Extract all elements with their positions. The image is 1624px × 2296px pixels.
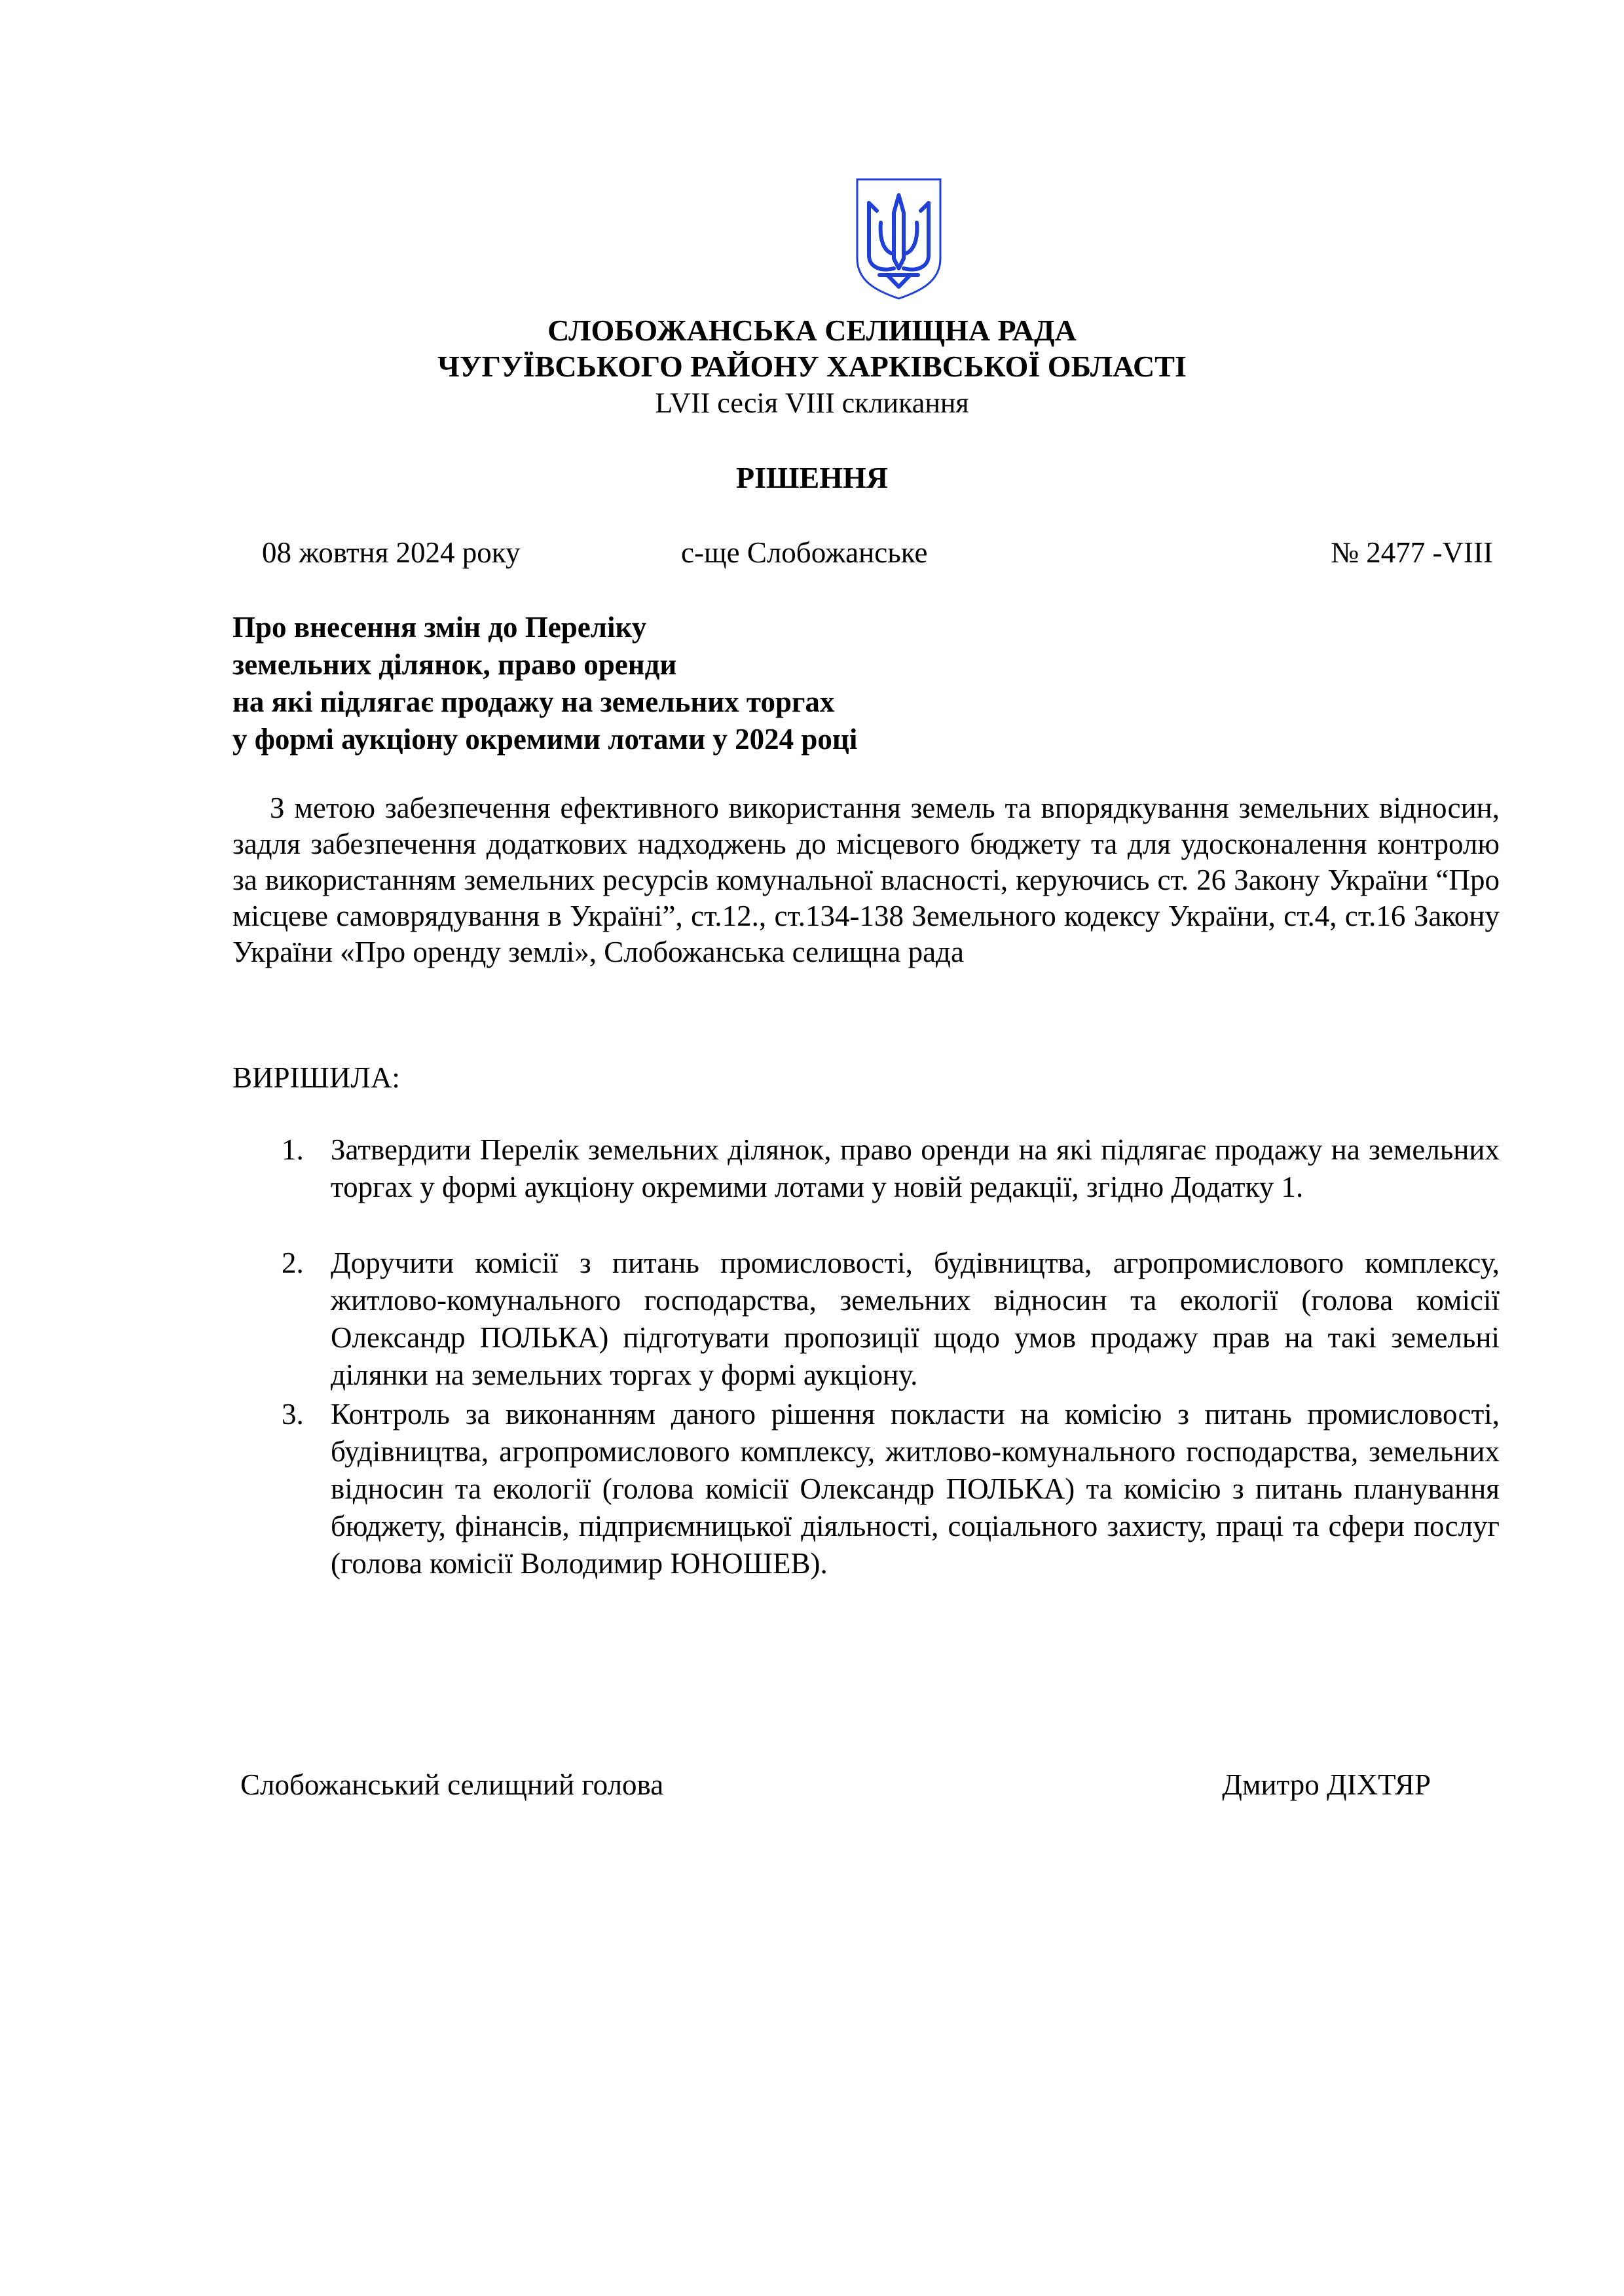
item-number: 2. bbox=[282, 1247, 304, 1279]
preamble-paragraph: З метою забезпечення ефективного використання земель та впорядкування земельних відносин, задля забезпечення додаткових надходжень до місцевого бюджету та для удосконалення контролю за використанням земельних ресурсів комунальної власності, керуючись ст. 26 Закону України “Про місцеве самоврядування в Україні”, ст.12., ст.134-138 Земельного кодексу України, ст.4, ст.16 Закону України «Про оренду землі», Слобожанська селищна рада bbox=[232, 792, 1500, 968]
item-number: 3. bbox=[282, 1398, 304, 1430]
council-name: СЛОБОЖАНСЬКА СЕЛИЩНА РАДА bbox=[547, 314, 1077, 347]
subject-line: на які підлягає продажу на земельних торгах bbox=[232, 685, 835, 718]
item-text: Контроль за виконанням даного рішення покласти на комісію з питань промисловості, будівництва, агропромислового комплексу, житлово-комунального господарства, земельних відносин та екології (голова комісії Олександр ПОЛЬКА) та комісію з питань планування бюджету, фінансів, підприємницької діяльності, соціального захисту, праці та сфери послуг (голова комісії Володимир ЮНОШЕВ). bbox=[331, 1398, 1500, 1580]
session-info: LVII сесія VIII скликання bbox=[655, 387, 969, 419]
subject-line: Про внесення змін до Переліку bbox=[232, 611, 647, 644]
decision-number: № 2477 -VIII bbox=[1331, 536, 1493, 569]
decision-item bbox=[282, 1245, 1500, 1394]
decision-date: 08 жовтня 2024 року bbox=[262, 536, 521, 569]
subject-line: земельних ділянок, право оренди bbox=[232, 648, 677, 681]
signatory-position: Слобожанський селищний голова bbox=[240, 1768, 664, 1801]
ukraine-coat-of-arms-icon bbox=[855, 177, 943, 301]
decision-subject bbox=[232, 609, 857, 758]
district-name: ЧУГУЇВСЬКОГО РАЙОНУ ХАРКІВСЬКОЇ ОБЛАСТІ bbox=[437, 350, 1187, 383]
signatory-name: Дмитро ДІХТЯР bbox=[1222, 1768, 1431, 1801]
decision-item bbox=[282, 1396, 1500, 1582]
subject-line: у формі аукціону окремими лотами у 2024 році bbox=[232, 723, 858, 756]
item-number: 1. bbox=[282, 1133, 304, 1166]
decision-item bbox=[282, 1131, 1500, 1206]
item-text: Доручити комісії з питань промисловості, будівництва, агропромислового комплексу, житлово-комунального господарства, земельних відносин та екології (голова комісії Олександр ПОЛЬКА) підготувати пропозиції щодо умов продажу прав на такі земельні ділянки на земельних торгах у формі аукціону. bbox=[331, 1247, 1500, 1391]
item-text: Затвердити Перелік земельних ділянок, право оренди на які підлягає продажу на земельних торгах у формі аукціону окремими лотами у новій редакції, згідно Додатку 1. bbox=[331, 1133, 1500, 1203]
decided-label: ВИРІШИЛА: bbox=[232, 1061, 400, 1094]
document-type: РІШЕННЯ bbox=[736, 461, 888, 494]
decision-place: с-ще Слобожанське bbox=[681, 536, 928, 569]
